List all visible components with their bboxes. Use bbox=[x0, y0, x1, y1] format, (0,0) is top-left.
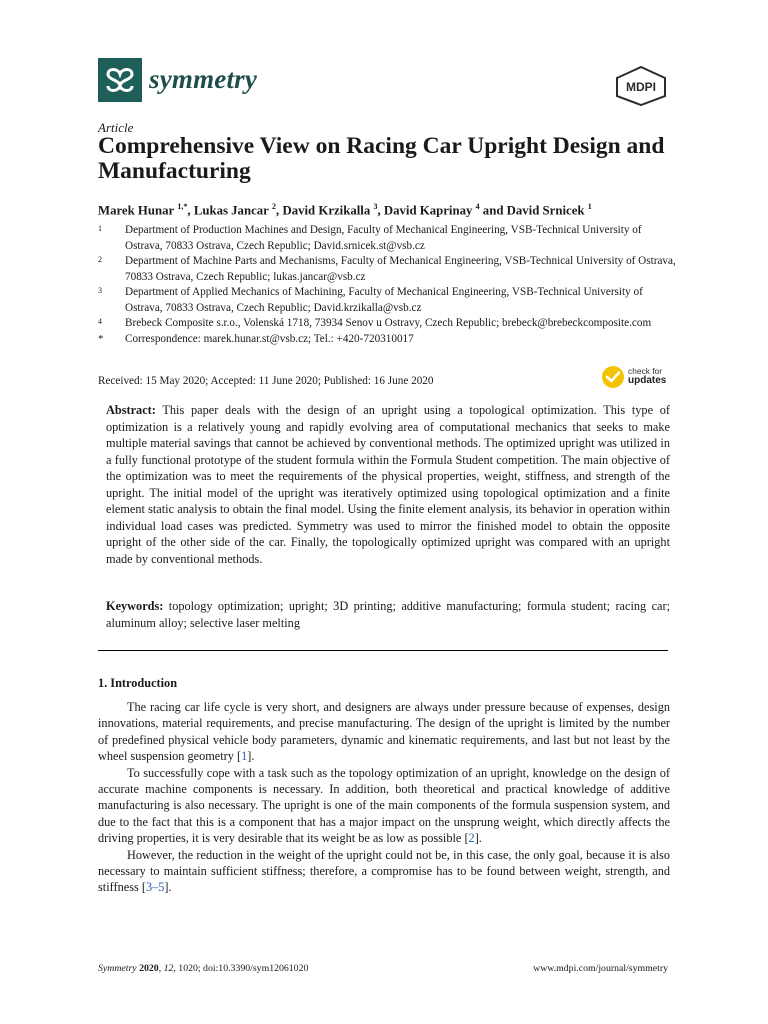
citation-link[interactable]: 3–5 bbox=[145, 880, 165, 895]
check-for-updates-button[interactable] bbox=[601, 365, 671, 391]
paragraph bbox=[98, 699, 670, 765]
paragraph-text: To successfully cope with a task such as the topology optimization of an upright, knowledge on the design of accurate machine components is necessary. In addition, both theoretical and practical knowledge of additive manufacturing is also necessary. The upright is one of the main components of the formula suspension system, and due to the fact that this is a component that has a major impact on the unsprung weight, which directly affects the driving properties, it is very desirable that its weight be as low as possible [ bbox=[98, 765, 670, 846]
abstract bbox=[106, 402, 670, 567]
affiliation-number: 4 bbox=[98, 317, 102, 326]
paragraph-text: ]. bbox=[164, 880, 172, 895]
paragraph-text: ]. bbox=[474, 831, 482, 846]
paragraph-text: The racing car life cycle is very short, and designers are always under pressure because of expenses, design innovations, material requirements, and precise manufacturing. The design of the upright is limited by the number of predefined physical vehicle body parameters, dynamic and kinematic requirements, and last but not least by the wheel suspension geometry [ bbox=[98, 700, 670, 764]
author-separator: , bbox=[187, 203, 194, 218]
author-name: David Srnicek bbox=[506, 203, 585, 218]
author-affiliation-mark: 3 bbox=[373, 202, 378, 211]
introduction-body bbox=[98, 699, 670, 896]
author-affiliation-mark: 4 bbox=[475, 202, 480, 211]
affiliation-text: Brebeck Composite s.r.o., Volenská 1718, 73934 Senov u Ostravy, Czech Republic; brebeck@brebeckcomposite.com bbox=[125, 317, 652, 329]
journal-name: symmetry bbox=[149, 64, 258, 94]
author-list bbox=[98, 202, 592, 218]
paragraph bbox=[98, 765, 670, 847]
affiliation-item bbox=[98, 254, 678, 285]
publication-dates: Received: 15 May 2020; Accepted: 11 June 2020; Published: 16 June 2020 bbox=[98, 375, 434, 387]
article-type: Article bbox=[98, 120, 134, 135]
paragraph bbox=[98, 847, 670, 896]
symmetry-logo-icon bbox=[98, 58, 142, 102]
mdpi-logo-icon bbox=[614, 66, 668, 106]
section-heading: 1. Introduction bbox=[98, 676, 178, 690]
footer-year: 2020 bbox=[139, 963, 159, 974]
footer-citation: Symmetry 2020, 12, 1020; doi:10.3390/sym12061020 bbox=[98, 963, 309, 974]
check-updates-icon bbox=[601, 365, 625, 389]
affiliation-item bbox=[98, 223, 678, 254]
abstract-label: Abstract: bbox=[106, 403, 156, 417]
affiliation-list bbox=[98, 223, 678, 347]
footer-url[interactable]: www.mdpi.com/journal/symmetry bbox=[533, 963, 668, 974]
check-updates-line2: updates bbox=[628, 375, 667, 386]
author-separator: , bbox=[377, 203, 384, 218]
author-name: David Kaprinay bbox=[383, 203, 473, 218]
keywords-text: topology optimization; upright; 3D printing; additive manufacturing; formula student; racing car; aluminum alloy; selective laser melting bbox=[106, 599, 670, 630]
author-separator: , bbox=[276, 203, 283, 218]
author-affiliation-mark: 1,* bbox=[177, 202, 188, 211]
keywords-label: Keywords: bbox=[106, 599, 164, 613]
correspondence-marker: * bbox=[98, 332, 104, 345]
affiliation-number: 1 bbox=[98, 224, 102, 233]
affiliation-text: Department of Machine Parts and Mechanisms, Faculty of Mechanical Engineering, VSB-Technical University of Ostrava, 70833 Ostrava, Czech Republic; lukas.jancar@vsb.cz bbox=[125, 255, 676, 283]
affiliation-text: Department of Applied Mechanics of Machining, Faculty of Mechanical Engineering, VSB-Technical University of Ostrava, 70833 Ostrava, Czech Republic; David.krzikalla@vsb.cz bbox=[125, 286, 643, 314]
citation-link[interactable]: 2 bbox=[468, 831, 475, 846]
affiliation-number: 3 bbox=[98, 286, 102, 295]
affiliation-number: 2 bbox=[98, 255, 102, 264]
author-name: Lukas Jancar bbox=[193, 203, 269, 218]
footer-journal: Symmetry bbox=[98, 963, 137, 974]
footer-volume: 12 bbox=[163, 963, 174, 974]
check-updates-line1: check for bbox=[628, 366, 662, 376]
abstract-text: This paper deals with the design of an upright using a topological optimization. This type of optimization is a relatively young and rapidly evolving area of computational mechanics that seeks to make multiple material savings that cannot be achieved by conventional methods. The optimized upright was utilized in a fully functional prototype of the student formula within the Formula Student competition. The main objective of the optimization was to meet the requirements of the physical properties, weight, stiffness, and strength of the upright. The initial model of the upright was iteratively optimized using topological optimization and a finite element static analysis to obtain the final model. Using the finite element analysis, its behavior in operation within individual load cases was predicted. Symmetry was used to mirror the finished model to obtain the opposite upright of the other side of the car. Finally, the topologically optimized upright was compared with an upright made by conventional methods. bbox=[106, 403, 671, 566]
footer-doi: , 1020; doi:10.3390/sym12061020 bbox=[173, 963, 309, 974]
author-separator: and bbox=[479, 203, 507, 218]
author-affiliation-mark: 2 bbox=[272, 202, 277, 211]
article-title: Comprehensive View on Racing Car Upright Design and Manufacturing bbox=[98, 133, 665, 184]
author-affiliation-mark: 1 bbox=[587, 202, 592, 211]
paragraph-text: ]. bbox=[247, 749, 255, 764]
section-divider bbox=[98, 650, 668, 651]
author-name: Marek Hunar bbox=[98, 203, 175, 218]
correspondence-item bbox=[98, 332, 678, 348]
paragraph-text: However, the reduction in the weight of the upright could not be, in this case, the only goal, because it is also necessary to maintain sufficient stiffness; therefore, a compromise has to be found between weight, strength, and stiffness [ bbox=[98, 847, 670, 895]
affiliation-item bbox=[98, 285, 678, 316]
author-name: David Krzikalla bbox=[282, 203, 371, 218]
affiliation-text: Department of Production Machines and Design, Faculty of Mechanical Engineering, VSB-Technical University of Ostrava, 70833 Ostrava, Czech Republic; David.srnicek.st@vsb.cz bbox=[125, 224, 642, 252]
publisher-logo-text: MDPI bbox=[626, 80, 656, 94]
affiliation-item bbox=[98, 316, 678, 332]
citation-link[interactable]: 1 bbox=[241, 749, 248, 764]
keywords bbox=[106, 598, 670, 631]
correspondence-text: Correspondence: marek.hunar.st@vsb.cz; Tel.: +420-720310017 bbox=[125, 332, 414, 345]
